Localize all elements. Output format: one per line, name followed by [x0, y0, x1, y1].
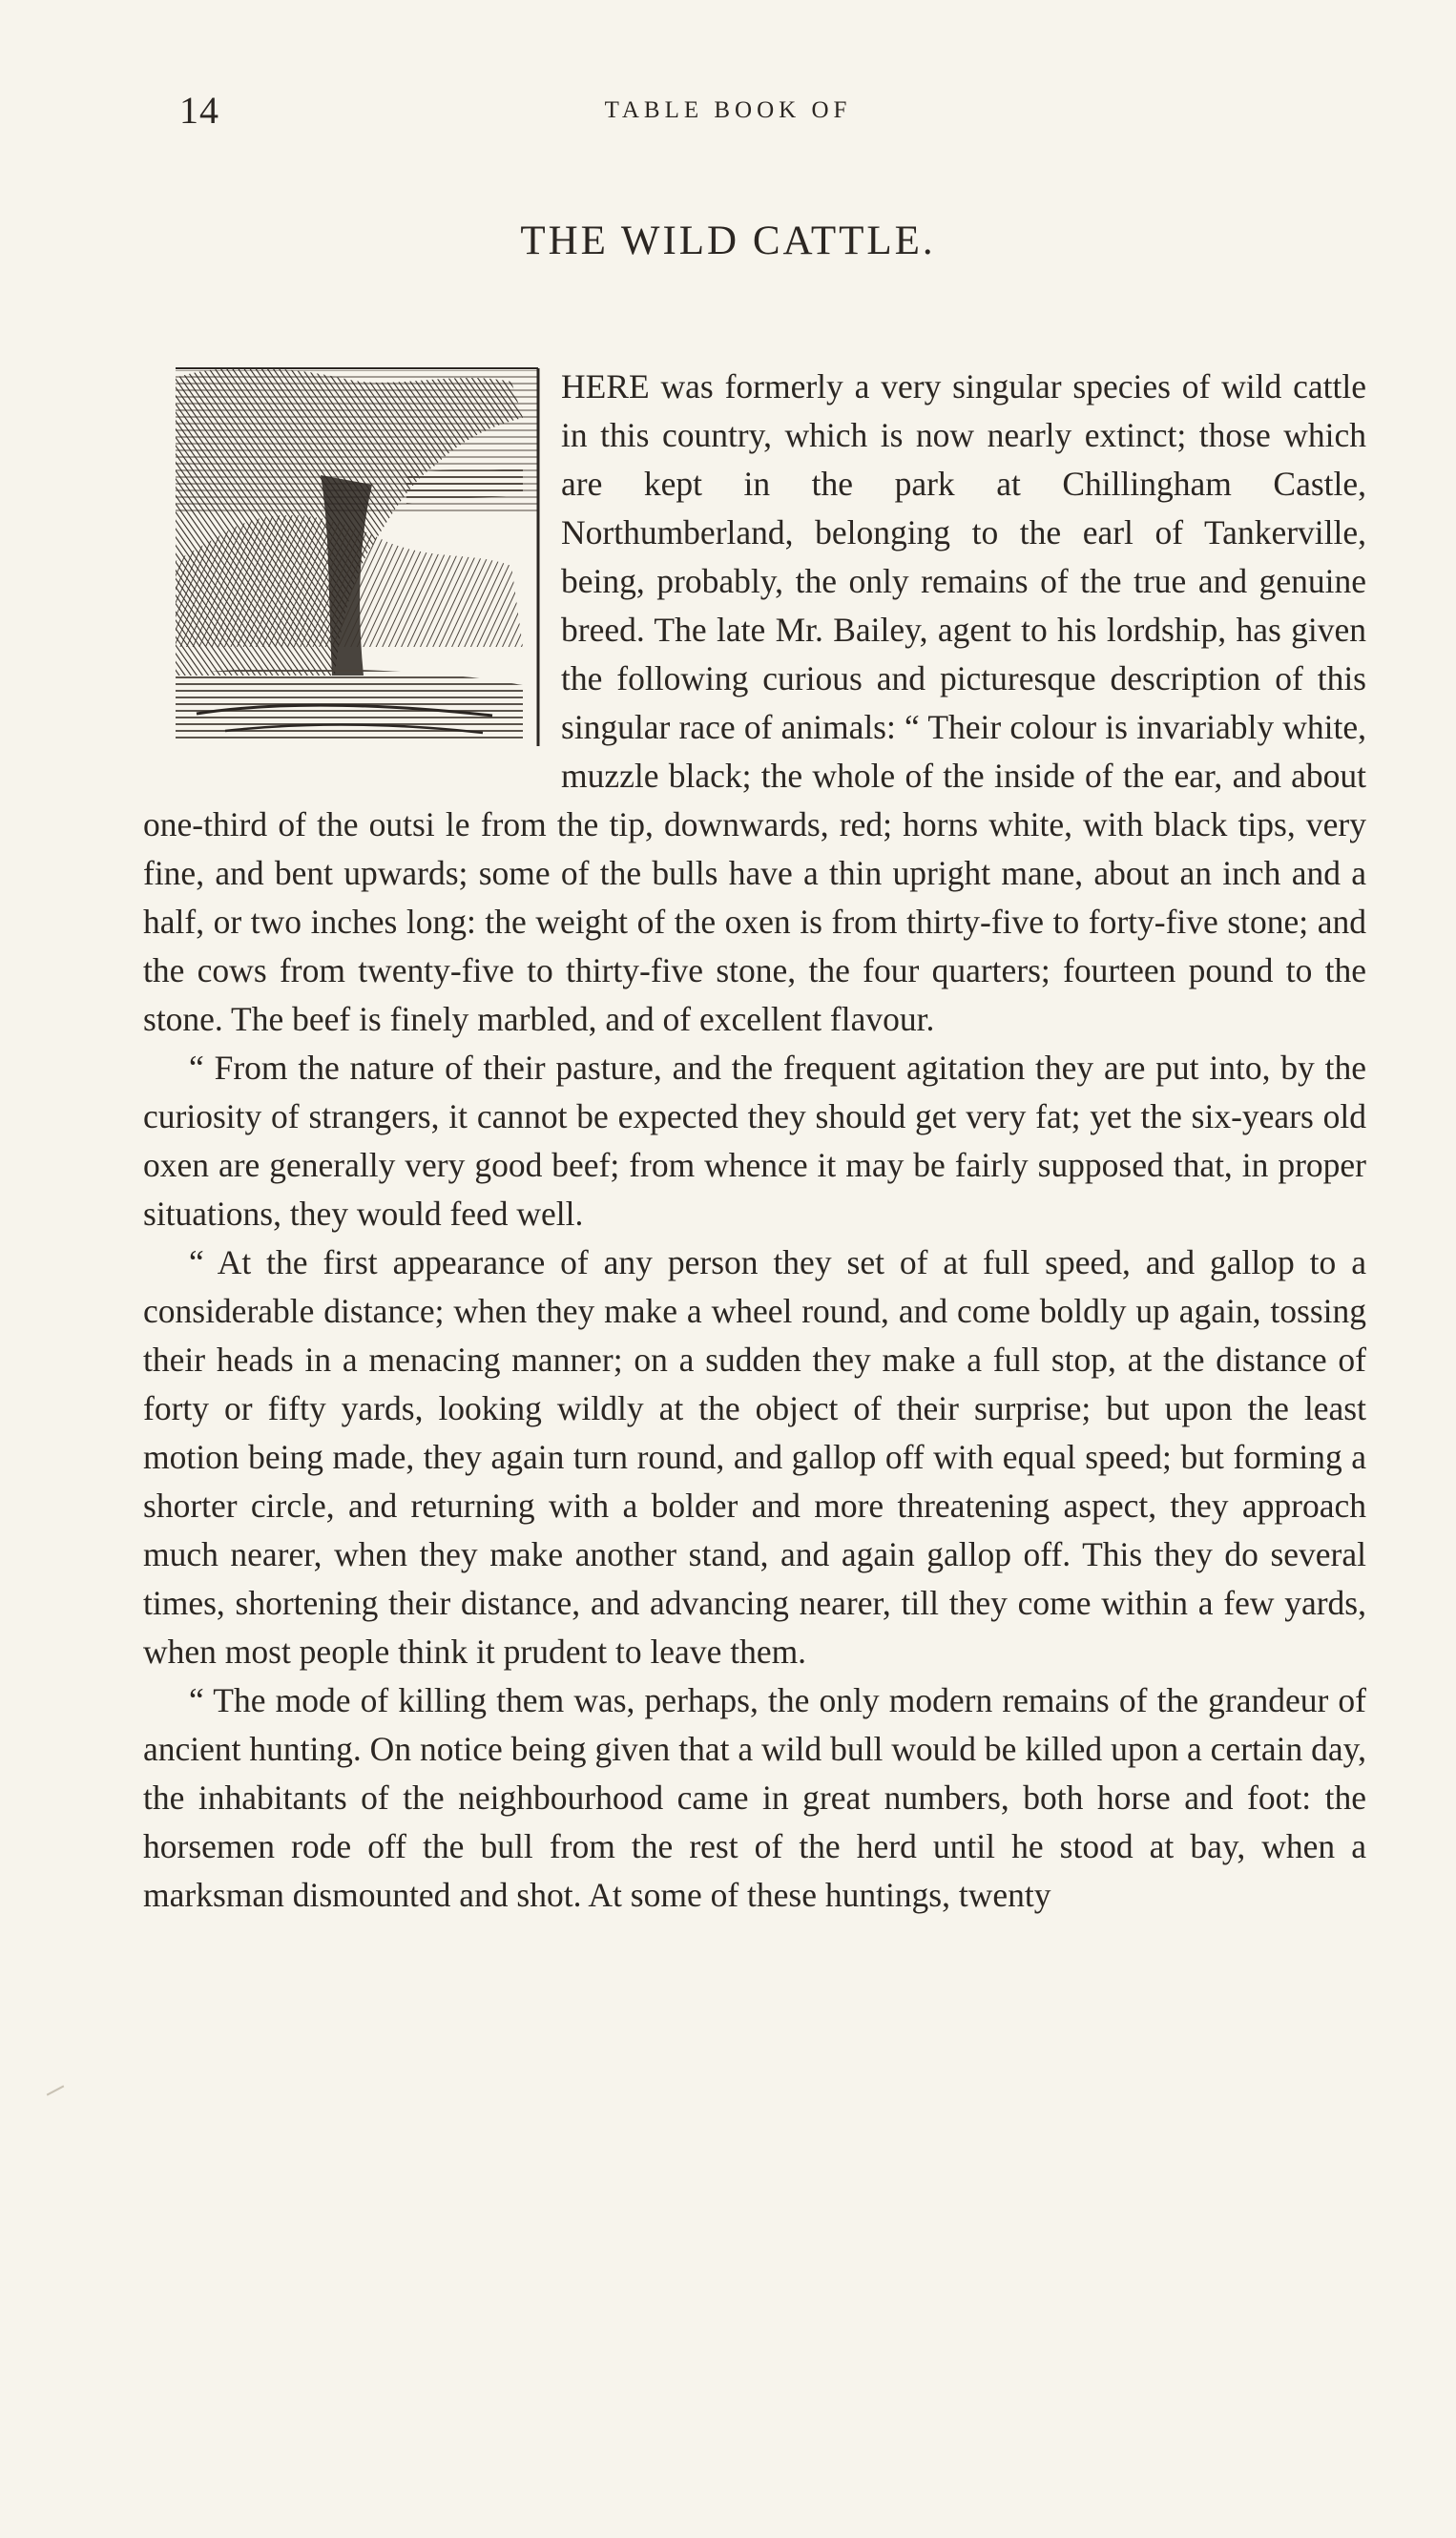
engraved-landscape-icon	[168, 361, 546, 754]
article-body	[143, 363, 1366, 1920]
running-head	[143, 88, 1313, 132]
paragraph-2: “ From the nature of their pasture, and the frequent agitation they are put into, by the curiosity of strangers, it cannot be expected they should get very fat; yet the six-years old oxen are generally very good beef; from whence it may be fairly supposed that, in proper situations, they would feed well.	[143, 1049, 1366, 1233]
engraved-dropcap-icon	[168, 361, 546, 754]
running-title: TABLE BOOK OF	[604, 97, 852, 123]
page-number: 14	[179, 89, 219, 132]
paragraph-1: HERE was formerly a very singular species of wild cattle in this country, which is now nearly extinct; those which are kept in the park at Chillingham Castle, Northumberland, belonging to the earl of Tankerville, being, probably, the only remains of the true and genuine breed. The late Mr. Bailey, agent to his lordship, has given the following curious and picturesque description of this singular race of animals: “ Their colour is invariably white, muzzle black; the whole of the inside of the ear, and about one-third of the outsi le from the tip, downwards, red; horns white, with black tips, very fine, and bent upwards; some of the bulls have a thin upright mane, about an inch and a half, or two inches long: the weight of the oxen is from thirty-five to forty-five stone; and the cows from twenty-five to thirty-five stone, the four quarters; fourteen pound to the stone. The beef is finely marbled, and of excellent flavour.	[143, 367, 1366, 1038]
article-title: THE WILD CATTLE.	[520, 218, 936, 263]
paragraph-3: “ At the first appearance of any person they set of at full speed, and gallop to a considerable distance; when they make a wheel round, and come boldly up again, tossing their heads in a menacing manner; on a sudden they make a full stop, at the distance of forty or fifty yards, looking wildly at the object of their surprise; but upon the least motion being made, they again turn round, and gallop off with equal speed; but forming a shorter circle, and returning with a bolder and more threatening aspect, they approach much nearer, when they make another stand, and again gallop off. This they do several times, shortening their distance, and advancing nearer, till they come within a few yards, when most people think it prudent to leave them.	[143, 1243, 1366, 1671]
margin-mark	[47, 2085, 65, 2095]
paragraph-4: “ The mode of killing them was, perhaps, the only modern remains of the grandeur of ancient hunting. On notice being given that a wild bull would be killed upon a certain day, the inhabitants of the neighbourhood came in great numbers, both horse and foot: the horsemen rode off the bull from the rest of the herd until he stood at bay, when a marksman dismounted and shot. At some of these huntings, twenty	[143, 1681, 1366, 1914]
